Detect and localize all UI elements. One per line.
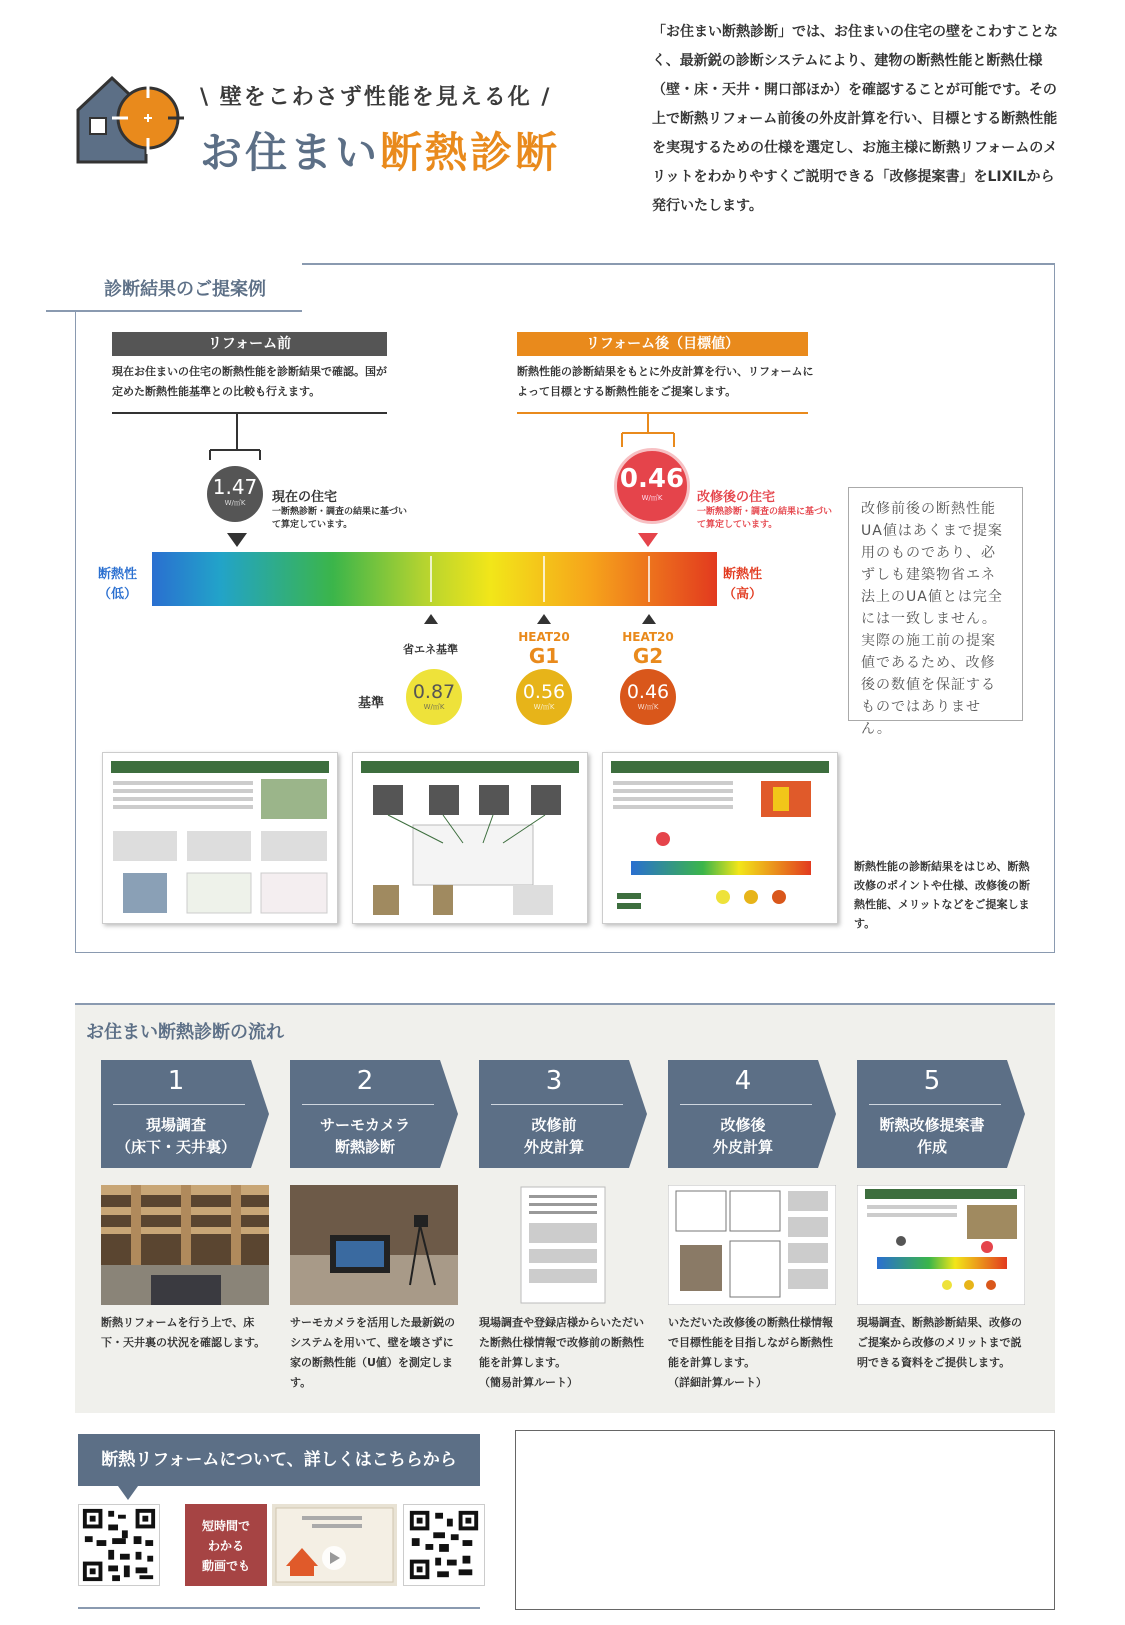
bottom-divider: [78, 1607, 480, 1609]
house-logo-icon: [72, 72, 187, 170]
diagnosis-section-title: 診断結果のご提案例: [104, 279, 266, 300]
flow-step-1: [101, 1060, 269, 1168]
target-value: 0.46: [619, 464, 685, 494]
step-rule: [491, 1104, 623, 1105]
flow-step-3: [479, 1060, 647, 1168]
step-number: 3: [545, 1066, 563, 1096]
scale-markers: [152, 552, 717, 624]
g1-label: G1: [528, 644, 560, 668]
report-thumbnail-2: [352, 752, 588, 924]
flow-divider: [75, 1003, 1055, 1005]
step-1-description: 断熱リフォームを行う上で、床下・天井裏の状況を確認します。: [101, 1316, 266, 1349]
details-banner: 断熱リフォームについて、詳しくはこちらから: [78, 1434, 480, 1486]
step-number: 1: [167, 1066, 185, 1096]
step-label: 改修前 外皮計算: [523, 1116, 584, 1156]
step-2-description: サーモカメラを活用した最新鋭のシステムを用いて、壁を壊さずに家の断熱性能（U値）を測定します。: [290, 1316, 455, 1389]
step-number: 2: [356, 1066, 374, 1096]
calc-sheet-before-image: [479, 1185, 647, 1305]
step-rule: [113, 1104, 245, 1105]
report-thumbnail-1: [102, 752, 338, 924]
g2-label: G2: [632, 644, 664, 668]
standard-name-g2: [616, 630, 680, 668]
report-page-graphic-2: [353, 773, 589, 923]
current-unit: W/㎡K: [224, 499, 246, 507]
report-page-graphic-3: [603, 773, 839, 923]
flow-step-5: [857, 1060, 1025, 1168]
logo-title: [200, 120, 560, 180]
after-heading: リフォーム後（目標値）: [517, 332, 808, 356]
empty-info-box: [515, 1430, 1055, 1610]
standard-name-g1: [512, 630, 576, 668]
g1-value: 0.56: [522, 681, 566, 703]
current-note: 一断熱診断・調査の結果に基づいて算定しています。: [272, 507, 408, 530]
logo-tagline: \ 壁をこわさず性能を見える化 /: [200, 85, 552, 110]
g2-value: 0.46: [626, 681, 670, 703]
step-label: サーモカメラ 断熱診断: [319, 1116, 410, 1156]
report-page-graphic-1: [103, 773, 339, 923]
step-label: 改修後 外皮計算: [712, 1116, 773, 1156]
heat20-label-g1: HEAT20: [518, 630, 570, 644]
g1-circle: [516, 669, 572, 725]
before-description: 現在お住まいの住宅の断熱性能を診断結果で確認。国が定めた断熱性能基準との比較も行えます。: [112, 365, 387, 398]
before-heading: リフォーム前: [112, 332, 387, 356]
calc-sheet-after-image: [668, 1185, 836, 1305]
logo-title-part2: 断熱診断: [380, 128, 561, 177]
current-value-circle: [207, 466, 263, 522]
target-note: 一断熱診断・調査の結果に基づいて算定しています。: [697, 507, 833, 530]
target-value-circle: [614, 448, 690, 524]
step-3-description: 現場調査や登録店様からいただいた断熱仕様情報で改修前の断熱性能を計算します。 （簡易計算ルート）: [479, 1316, 644, 1389]
flow-step-4: [668, 1060, 836, 1168]
intro-text: 「お住まい断熱診断」では、お住まいの住宅の壁をこわすことなく、最新鋭の診断システムにより、建物の断熱性能と断熱仕様（壁・床・天井・開口部ほか）を確認することが可能です。その上で断熱リフォーム前後の外皮計算を行い、目標とする断熱性能を実現するための仕様を選定し、お施主様に断熱リフォームのメリットをわかりやすくご説明できる「改修提案書」をLIXILから発行いたします。: [652, 24, 1058, 214]
underfloor-photo: [101, 1185, 269, 1305]
report-thumbnail-note: 断熱性能の診断結果をはじめ、断熱改修のポイントや仕様、改修後の断熱性能、メリットなどをご提案します。: [854, 860, 1030, 930]
g2-circle: [620, 669, 676, 725]
step-rule: [680, 1104, 812, 1105]
step-5-description: 現場調査、断熱診断結果、改修のご提案から改修のメリットまで説明できる資料をご提供します。: [857, 1316, 1022, 1369]
scale-high-label: 断熱性 （高）: [723, 567, 763, 602]
current-value: 1.47: [212, 475, 258, 499]
after-description: 断熱性能の診断結果をもとに外皮計算を行い、リフォームによって目標とする断熱性能をご提案します。: [517, 365, 814, 398]
step-number: 4: [734, 1066, 752, 1096]
step-rule: [302, 1104, 434, 1105]
target-unit: W/㎡K: [641, 494, 663, 502]
step-label: 現場調査 （床下・天井裏）: [115, 1116, 236, 1156]
step-rule: [869, 1104, 1001, 1105]
energy-standard-circle: [406, 669, 462, 725]
banner-pointer: [118, 1486, 138, 1500]
current-label: 現在の住宅: [272, 490, 338, 505]
step-4-description: いただいた改修後の断熱仕様情報で目標性能を目指しながら断熱性能を計算します。 （詳細計算ルート）: [668, 1316, 833, 1389]
scale-low-label: 断熱性 （低）: [98, 567, 138, 602]
step-number: 5: [923, 1066, 941, 1096]
proposal-document-image: [857, 1185, 1025, 1305]
section-underline: [46, 310, 302, 312]
short-video-label: 短時間で わかる 動画でも: [185, 1504, 267, 1586]
logo-title-part1: お住まい: [200, 128, 381, 177]
video-thumbnail[interactable]: [272, 1504, 397, 1586]
disclaimer-box: 改修前後の断熱性能UA値はあくまで提案用のものであり、必ずしも建築物省エネ法上のUA値とは完全には一致しません。実際の施工前の提案値であるため、改修後の数値を保証するものではありません。: [848, 487, 1023, 721]
target-label: 改修後の住宅: [697, 490, 776, 505]
flow-step-2: [290, 1060, 458, 1168]
thermo-camera-photo: [290, 1185, 458, 1305]
video-qr-code-icon[interactable]: [403, 1504, 485, 1586]
standard-name-energy: 省エネ基準: [403, 643, 458, 656]
g1-unit: W/㎡K: [533, 703, 555, 711]
qr-code-icon[interactable]: [78, 1504, 160, 1586]
flow-section-title: お住まい断熱診断の流れ: [86, 1022, 284, 1043]
step-label: 断熱改修提案書 作成: [879, 1116, 985, 1156]
energy-standard-unit: W/㎡K: [423, 703, 445, 711]
report-thumbnail-3: [602, 752, 838, 924]
reference-label: 基準: [358, 696, 385, 711]
energy-standard-value: 0.87: [412, 681, 456, 703]
g2-unit: W/㎡K: [637, 703, 659, 711]
heat20-label-g2: HEAT20: [622, 630, 674, 644]
